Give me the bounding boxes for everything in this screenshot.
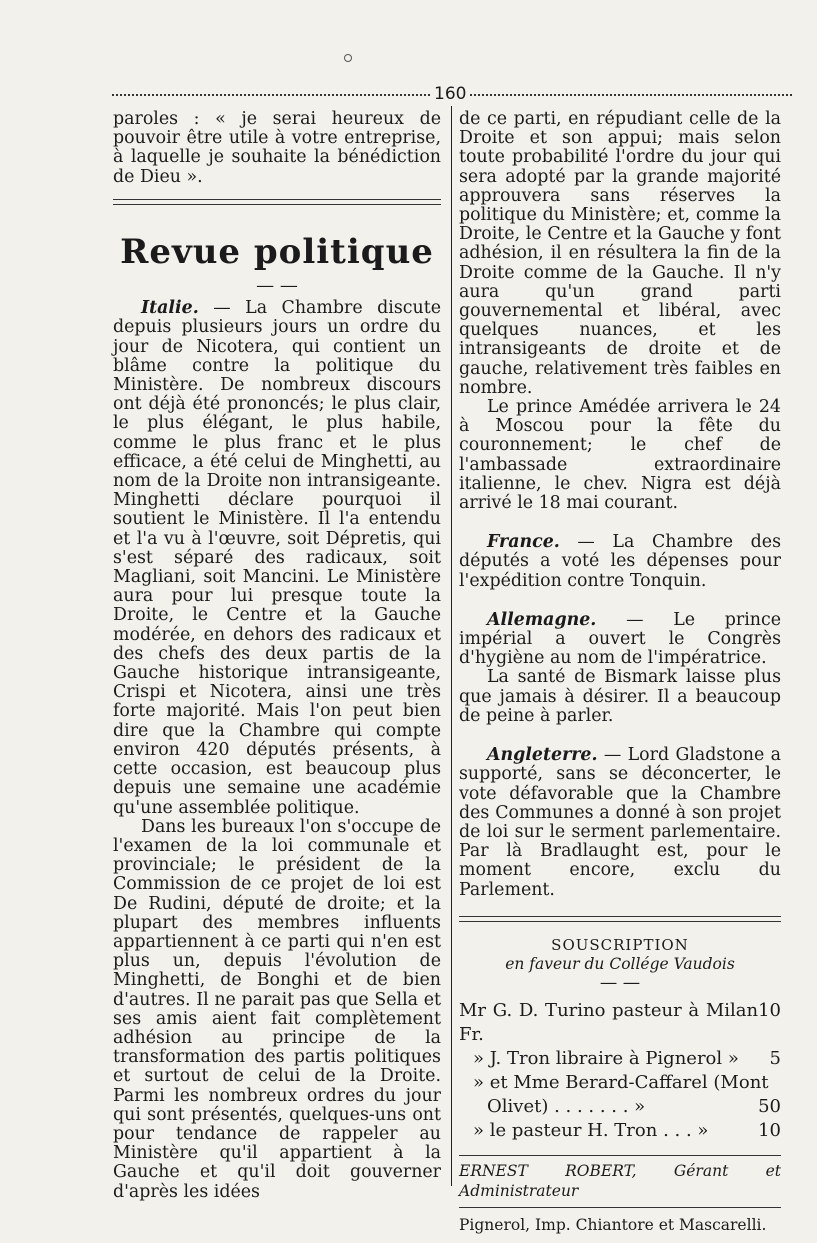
angleterre-text: — Lord Gladstone a supporté, sans se déconcerter, le vote défavorable que la Chambre des Communes a donné à son projet de loi sur le serment parlementaire. Par là Bradlaught est, pour le moment encore, exclu du Parlement. [459,745,781,900]
footer-rule-top [459,1155,781,1156]
page-dot-mark [344,54,352,62]
allemagne-paragraph [459,611,781,669]
imprimerie-line: Pignerol, Imp. Chiantore et Mascarelli. [459,1215,767,1234]
country-label-france: France. [487,532,560,553]
page-number: 160 [434,84,467,104]
france-text: — La Chambre des députés a voté les dépenses pour l'expédition contre Tonquin. [459,532,781,591]
bureaux-paragraph: Dans les bureaux l'on s'occupe de l'examen de la loi communale et provinciale; le président de la Commission de ce projet de loi est De Rudini, député de droite; et la plupart des membres influents appartiennent à ce parti qui n'en est plus un, depuis l'évolution de Minghetti, de Bonghi et de bien d'autres. Il ne parait pas que Sella et ses amis aient fait complètement adhésion au principe de la transformation des partis politiques et surtout de celui de la Droite. Parmi les nombreux ordres du jour qui sont présentés, quelques-uns ont pour tendance de rappeler au Ministère qu'il appartient à la Gauche et qu'il doit gouverner d'après les idées [113,816,441,1202]
footer-rule-bottom [459,1207,781,1208]
header-rule-right [470,94,792,96]
column-separator [451,106,452,1186]
souscription-entry: Olivet) . . . . . . . » 50 [487,1096,781,1118]
france-paragraph [459,533,781,591]
country-label-angleterre: Angleterre. [487,745,598,766]
allemagne-text: — Le prince impérial a ouvert le Congrès d'hygiène au nom de l'impératrice. [459,609,781,669]
double-rule-souscription [459,916,781,922]
souscription-entry: Mr G. D. Turino pasteur à Milan Fr. 10 [459,1000,781,1046]
angleterre-paragraph [459,746,781,900]
left-column [113,110,441,1202]
souscription-entry: » et Mme Berard-Caffarel (Mont [473,1072,769,1094]
page-header [112,84,792,104]
souscription-entry: » le pasteur H. Tron . . . » 10 [473,1120,781,1142]
intro-paragraph: paroles : « je serai heureux de pouvoir être utile à votre entreprise, à laquelle je souhaite la bénédiction de Dieu ». [113,109,441,187]
souscription-subtitle: en faveur du Collége Vaudois [505,954,735,973]
right-column [459,110,781,1235]
souscription-title: SOUSCRIPTION [551,935,689,954]
double-rule [113,199,441,205]
gerant-line: ERNEST ROBERT, Gérant et Administrateur [459,1162,781,1200]
continuation-paragraph: de ce parti, en répudiant celle de la Droite et son appui; mais selon toute probabilité l'ordre du jour qui sera adopté par la grande majorité approuvera sans réserves la politique du Ministère; et, comme la Droite, le Centre et la Gauche y font adhésion, il en résultera la fin de la Droite comme de la Gauche. Il n'y aura qu'un grand parti gouvernemental et libéral, avec quelques nuances, et les intransigeants de droite et de gauche, relativement très faibles en nombre. [459,109,781,398]
country-label-italie: Italie. [141,298,199,319]
amedee-paragraph: Le prince Amédée arrivera le 24 à Moscou pour la fête du couronnement; le chef de l'ambassade extraordinaire italienne, le chev. Nigra est déjà arrivé le 18 mai courant. [459,397,781,514]
italie-paragraph [113,299,441,817]
souscription-entry: » J. Tron libraire à Pignerol » 5 [473,1048,781,1070]
souscription-dash: — — [599,973,641,994]
header-rule-left [112,94,430,96]
heading-dash: — — [256,275,298,297]
country-label-allemagne: Allemagne. [487,609,597,630]
bismark-paragraph: La santé de Bismark laisse plus que jamais à désirer. Il a beaucoup de peine à parler. [459,667,781,726]
italie-text: — La Chambre discute depuis plusieurs jours un ordre du jour de Nicotera, qui contient un blâme contre la politique du Ministère. De nombreux discours ont déjà été prononcés; le plus clair, le plus élégant, le plus habile, comme le plus franc et le plus efficace, a été celui de Minghetti, au nom de la Droite non intransigeante. Minghetti déclare pourquoi il soutient le Ministère. Il l'a entendu et l'a vu à l'œuvre, soit Dépretis, qui s'est séparé des radicaux, soit Magliani, soit Mancini. Le Ministère aura pour lui presque toute la Droite, le Centre et la Gauche modérée, en dehors des radicaux et des chefs des deux partis de la Gauche historique intransigeante, Crispi et Nicotera, ainsi une très forte majorité. Mais l'on peut bien dire que la Chambre qui compte environ 420 députés présents, à cette occasion, est beaucoup plus depuis une semaine une académie qu'une assemblée politique. [113,298,441,818]
section-heading: Revue politique [120,231,434,272]
